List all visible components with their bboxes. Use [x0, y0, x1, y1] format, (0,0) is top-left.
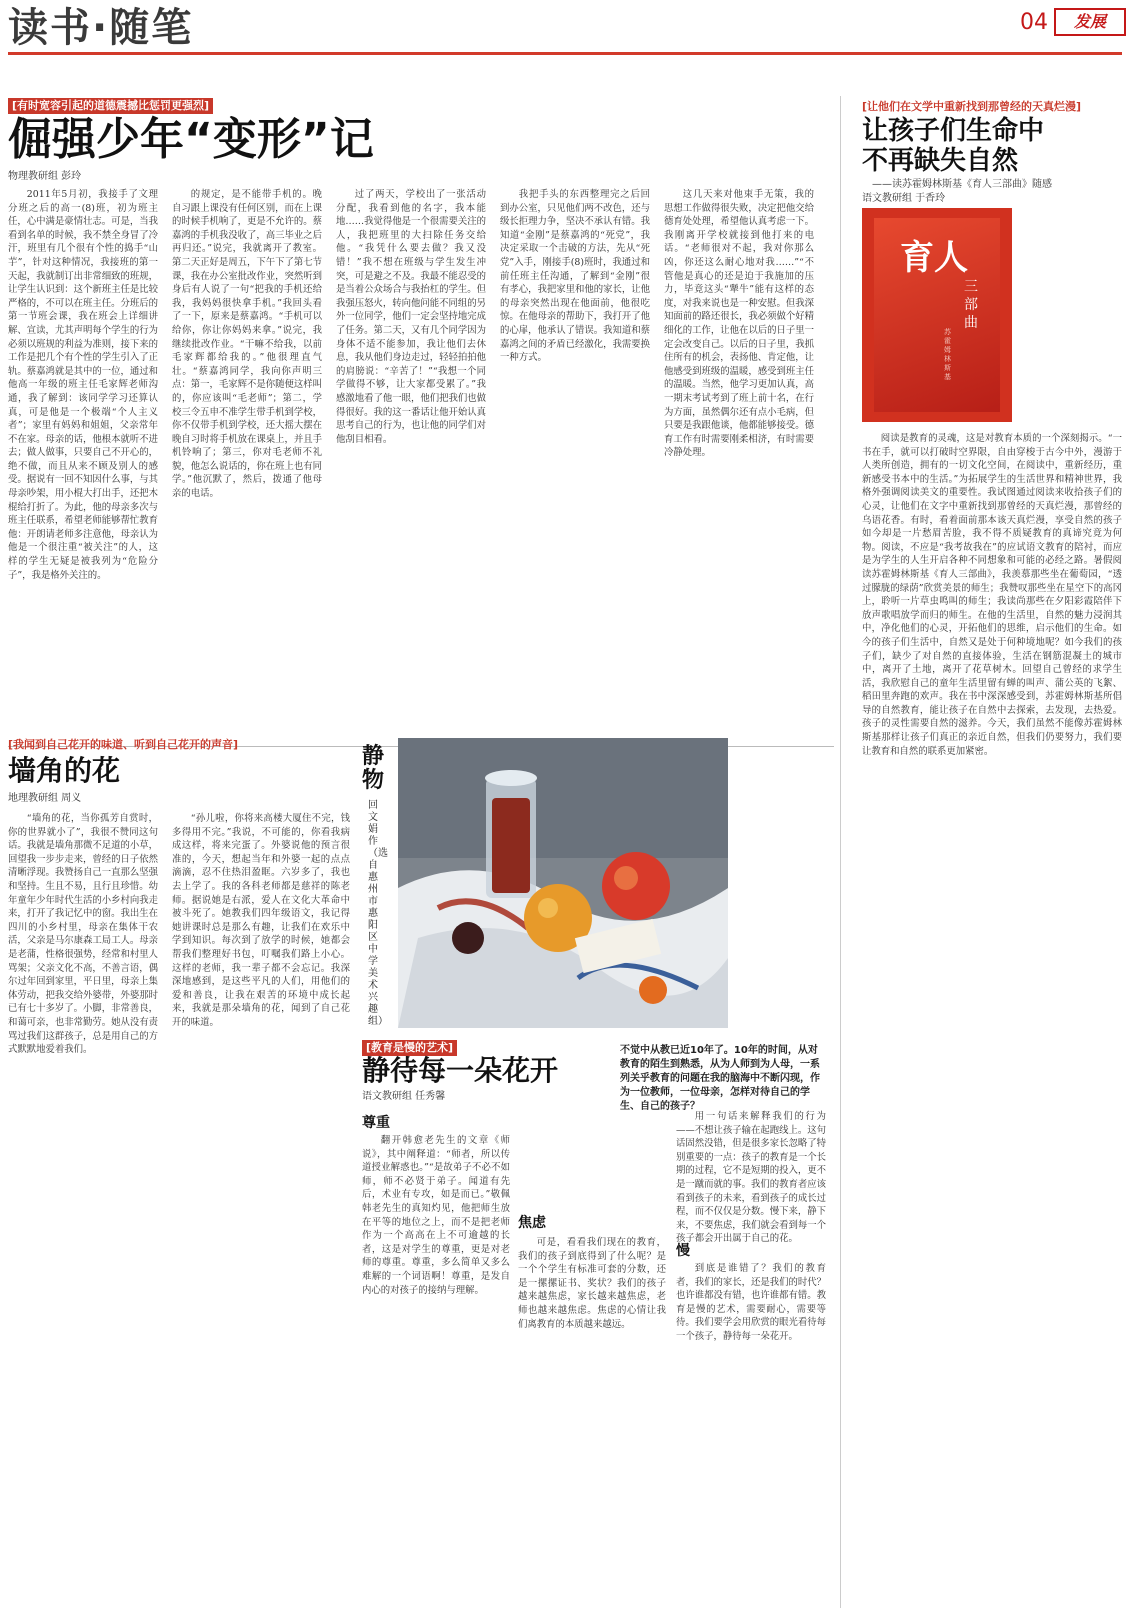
article4-side-text: 用一句话来解释我们的行为——不想让孩子输在起跑线上。这句话固然没错，但是很多家长忽略了特别重要的一点：孩子的教育是一个长期的过程，它不是短期的投入，更不是一蹴而就的事。我们的教育者应该看到孩子的未来，看到孩子的成长过程，而不仅仅是分数。慢下来，静下来，不要焦虑，我们就会看到每一个孩子都会开出属于自己的花。 [676, 1111, 827, 1245]
article1-kicker: [有时宽容引起的道德震撼比惩罚更强烈] [8, 98, 213, 114]
article2-headline-line1: 让孩子们生命中 [862, 116, 1045, 146]
article3-kicker: [我闻到自己花开的味道、听到自己花开的声音] [8, 738, 239, 751]
article1-headline: 倔强少年“变形”记 [8, 114, 374, 165]
article4-section-3-text: 到底是谁错了？我们的教育者，我们的家长，还是我们的时代？也许谁都没有错，也许谁都有错。教育是慢的艺术，需要耐心，需要等待。我们要学会用欣赏的眼光看待每一个孩子，静待每一朵花开。 [676, 1263, 827, 1342]
still-life-painting [398, 738, 728, 1028]
article2-byline: 语文教研组 于香玲 [862, 193, 946, 204]
article4-kicker: [教育是慢的艺术] [362, 1040, 457, 1056]
still-life-illustration [398, 738, 728, 1028]
page-number: 04 [1020, 10, 1048, 35]
book-subtitle: 三部曲 [964, 279, 978, 331]
section-title: 读书·随笔 [8, 5, 194, 51]
column-divider [840, 96, 841, 1608]
article1-column-3: 过了两天，学校出了一张活动分配，我看到他的名字，我本能地……我觉得他是一个很需要关注的人，我把班里的大扫除任务交给他。“我凭什么要去做？我又没错！”我不想在班级与学生发生冲突，可是避之不及。我最不能忍受的是当着公众场合与我抬杠的学生。但我强压怒火，转向他问能不同组的另外一位同学，他们一定会坚持地完成了任务。第二天，又有几个同学因为身体不适不能参加，我让他们去休息，我从他们身边走过，轻轻拍拍他的肩膀说：“辛苦了！”“我想一个同学做得不够，让大家都受累了。”我感激地看了他一眼，他们把我们也做得很好。我的这一番话让他开始认真思考自己的行为，也让他的同学们对他刮目相看。 [336, 189, 487, 445]
painting-caption: 回文娟 作（选自惠州市惠阳区中学美术兴趣组） [368, 800, 388, 1027]
article3-headline: 墙角的花 [8, 754, 121, 787]
book-cover-art [874, 218, 1000, 412]
book-cover-image [862, 208, 1012, 422]
article2-body: 阅读是教育的灵魂，这是对教育本质的一个深刻揭示。“一书在手，就可以打破时空界限，自由穿梭于古今中外，漫游于人类所创造，拥有的一切文化空间，在阅读中，重新经历，重新感受书本中的生活。”为拓展学生的生活世界和精神世界，我格外强调阅读美文的重要性。我试图通过阅读来收拾孩子们的心灵，让他们在文字中重新找到那曾经的天真烂漫，那曾经的乌语花香。有时，看着面前那本该天真烂漫，享受自然的孩子如今却是一片愁眉苦脸，我不得不质疑教育的真谛究竟为何物。阅读，不应是“我考故我在”的应试语文教育的陪衬，而应是为学生的人生开启各种不同想象和可能的必经之路。暑假阅读苏霍姆林斯基《育人三部曲》，我羡慕那些坐在葡萄园，“透过朦胧的绿荫”欣赏美景的师生；我赞叹那些坐在星空下的高冈上，聆听一片草虫鸣叫的师生；我读尚那些在夕阳彩霞陪伴下放声歌唱放学而归的师生。在他的生活里，自然的魅力浸润其中，净化他们的心灵，开拓他们的思维，启示他们的生命。如今的孩子们生活中，自然又是处于何种境地呢？如今我们的孩子们，缺少了对自然的直接体验，生活在钢筋混凝土的城市中，离开了土地，离开了花草树木。回望自己曾经的求学生活，我欣慰自己的童年生活里留有蝉的叫声、蒲公英的飞絮、稻田里奔跑的欢声。我在书中深深感受到，苏霍姆林斯基所倡导的自然教育，能让孩子在自然中去探索，去发现，去热爱。孩子的灵性需要自然的滋养。今天，我们虽然不能像苏霍姆林斯基那样让孩子们真正的亲近自然，但我们仍要努力，我们要让教育和自然的联系更加紧密。 [862, 433, 1122, 757]
painting-title: 静物 [362, 744, 385, 793]
article1-column-1: 2011年5月初，我接手了文理分班之后的高一(8)班，初为班主任，心中满是豪情壮志。可是，当我看到名单的时候，我不禁全身冒了冷汗，班里有几个很有个性的捣手“山芋”，针对这种情况，我接班的第一天起，我就制订出非常细致的班规，让学生认识到：这个新班主任是比较严格的，不可以在班主任。分班后的第一节班会课，我在班会上详细讲解、宣读，尤其声明每个学生的行为必须以班规的利益为准则，接下来的工作是把几个有个性的学生引入了正轨。蔡嘉鸿就是其中的一位，通过和他高一年级的班主任毛家辉老师沟通，我了解到：该同学学习还算认真，可是他是一个极端“个人主义者”；家里有妈妈和姐姐，父亲常年不在家。母亲的话，他根本就听不进去；做人做事，只要自己不开心的，绝不做，而且从来不顾及别人的感受。据说有一回不知因什么事，与其母亲吵架，用小棍大打出手，还把木棍给打折了。为此，他的母亲多次与班主任联系，希望老师能够帮忙教育他：开朗请老师多注意他，母亲认为他是一个很注重“被关注”的人，这样的学生无疑是被我列为“危险分子”，我是格外关注的。 [8, 189, 159, 581]
article3-column-1: “墙角的花，当你孤芳自赏时，你的世界就小了”，我很不赞同这句话。我就是墙角那微不足道的小草，回望我一步步走来，曾经的日子依然清晰浮现。我赞扬自己一直那么坚强和坚持。生且不易，且行且珍惜。幼年童年少年时代生活的小乡村向我走来，打开了我记忆中的窗。我出生在四川的小乡村里，母亲在集体干农活，父亲是马尔康森工局工人。母亲是老蒲，性格很强势，经常和村里人骂架；父亲文化不高，不善言语，偶尔过年回到家里，平日里，母亲上集体劳动，把我交给外婆带，外婆那时已有七十多岁了。小脚，非常善良，和蔼可亲，也非常勤劳。她从没有责骂过我们这群孩子，总是用自己的方式默默地爱着我们。 [8, 813, 159, 1056]
article2-kicker: [让他们在文学中重新找到那曾经的天真烂漫] [862, 100, 1082, 113]
newspaper-logo: 发展 [1054, 8, 1126, 36]
article3-byline: 地理教研组 周义 [8, 793, 82, 804]
article2-subtitle: ——读苏霍姆林斯基《育人三部曲》随感 [872, 179, 1052, 190]
article4-lead: 不觉中从教已近10年了。10年的时间，从对教育的陌生到熟悉，从为人师到为人母，一系列关乎教育的问题在我的脑海中不断闪现，作为一位教师，一位母亲，怎样对待自己的学生、自己的孩子？ [620, 1045, 820, 1112]
article4-section-2-text: 可是，看看我们现在的教育，我们的孩子到底得到了什么呢？是一个个学生有标准可套的分数，还是一摞摞证书、奖状？我们的孩子越来越焦虑，家长越来越焦虑，老师也越来越焦虑。焦虑的心情让我们离教育的本质越来越远。 [518, 1237, 666, 1330]
article1-column-4: 我把手头的东西整理完之后回到办公室，只见他们两不改色，还与级长拒理力争，坚决不承认有错。我知道“金刚”是蔡嘉鸿的“死党”，我决定采取一个击破的方法，先从“死党”入手，刚接手(8)班时，我通过和前任班主任沟通，了解到“金刚”很有孝心，我把家里和他的家长，让他的母亲突然出现在他面前，他很吃惊。在他母亲的帮助下，我打开了他的心扉，他承认了错误。我知道和蔡嘉鸿之间的矛盾已经激化，我需要换一种方式。 [500, 189, 651, 364]
book-title: 育人 [900, 238, 968, 278]
article4-byline: 语文教研组 任秀馨 [362, 1091, 446, 1102]
article4-heading-3: 慢 [676, 1243, 690, 1259]
article4-heading-1: 尊重 [362, 1115, 390, 1131]
article4-headline: 静待每一朵花开 [362, 1054, 559, 1087]
article1-column-5: 这几天来对他束手无策，我的思想工作做得很失败，决定把他交给德育处处理，希望他认真考虑一下。我刚离开学校就接到他打来的电话。“老师很对不起，我对你那么凶，你还这么耐心地对我……”“不管他是真心的还是迫于我施加的压力，毕竟这头“犟牛”能有这样的态度，对我来说也是一种安慰。但我深知面前的路还很长，我必须做个好精细化的工作，让他在以后的日子里一定会改变自己。以后的日子里，我抓住所有的机会，表扬他、肯定他，让他感受到班级的温暖，感受到班主任的温暖。当然，他学习更加认真，高一期末考试考到了班上前十名，在行为方面，虽然偶尔还有点小毛病，但只要是我跟他谈，他都能够接受。德育工作有时需要刚柔相济，有时需要冷静处理。 [664, 189, 815, 459]
header-rule [8, 52, 1122, 55]
article1-column-2: 的规定，是不能带手机的。晚自习跟上课没有任何区别，而在上课的时候手机响了，更是不允许的。蔡嘉鸿的手机我没收了，高三毕业之后再归还。”说完，我就离开了教室。第二天正好是周五，下午下了第七节课，我在办公室批改作业，突然听到身后有人说了一句“把我的手机还给我，我妈妈很快拿手机。”我回头看了一下，原来是蔡嘉鸿。“手机可以给你，你让你妈妈来拿。”说完，我继续批改作业。“干嘛不给我，以前毛家辉都给我的。”他很理直气壮。“蔡嘉鸿同学，我向你声明三点：第一，毛家辉不是你随便这样叫的，你应该叫“毛老师”；第二，学校三令五申不准学生带手机到学校，你不仅带手机到学校，还大摇大摆在晚自习时将手机放在课桌上，并且手机铃响了；第三，你对毛老师不礼貌，他怎么说话的，你在班上也有同学。”他沉默了，然后，拨通了他母亲的电话。 [172, 189, 323, 500]
article4-section-1-text: 翻开韩愈老先生的文章《师说》，其中阐释道：“师者，所以传道授业解惑也。”“是故弟子不必不如师，师不必贤于弟子。闻道有先后，术业有专攻，如是而已。”敬佩韩老先生的真知灼见，他把师生放在平等的地位之上，而不是把老师作为一个高高在上不可逾越的长者，这是对学生的尊重，更是对老师的尊重。尊重，多么简单又多么难解的一个词语啊！尊重，是发自内心的对孩子的接纳与理解。 [362, 1135, 510, 1296]
article3-column-2: “孙儿啦，你将来高楼大厦住不完，钱多得用不完。”我说，不可能的，你看我病成这样，将来完蛋了。外婆说他的预言很准的，今天，想起当年和外婆一起的点点滴滴，忍不住热泪盈眶。六岁多了，我也去上学了。我的各科老师都是慈祥的陈老师。据说她是右派，爱人在文化大革命中被斗死了。她教我们四年级语文，我记得她讲课时总是那么有趣，让我们在欢乐中学到知识。每次到了放学的时候，她都会帮我们整理好书包，叮嘱我们路上小心。这样的老师，我一辈子都不会忘记。我深深地感到，是这些平凡的人们，用他们的爱和善良，让我在艰苦的环境中成长起来，我就是那朵墙角的花，闻到了自己花开的味道。 [172, 813, 350, 1028]
article2-headline-line2: 不再缺失自然 [862, 146, 1019, 176]
article4-heading-2: 焦虑 [518, 1215, 546, 1231]
book-author: 苏霍姆林斯基 [944, 328, 951, 381]
article1-byline: 物理教研组 彭玲 [8, 171, 82, 182]
